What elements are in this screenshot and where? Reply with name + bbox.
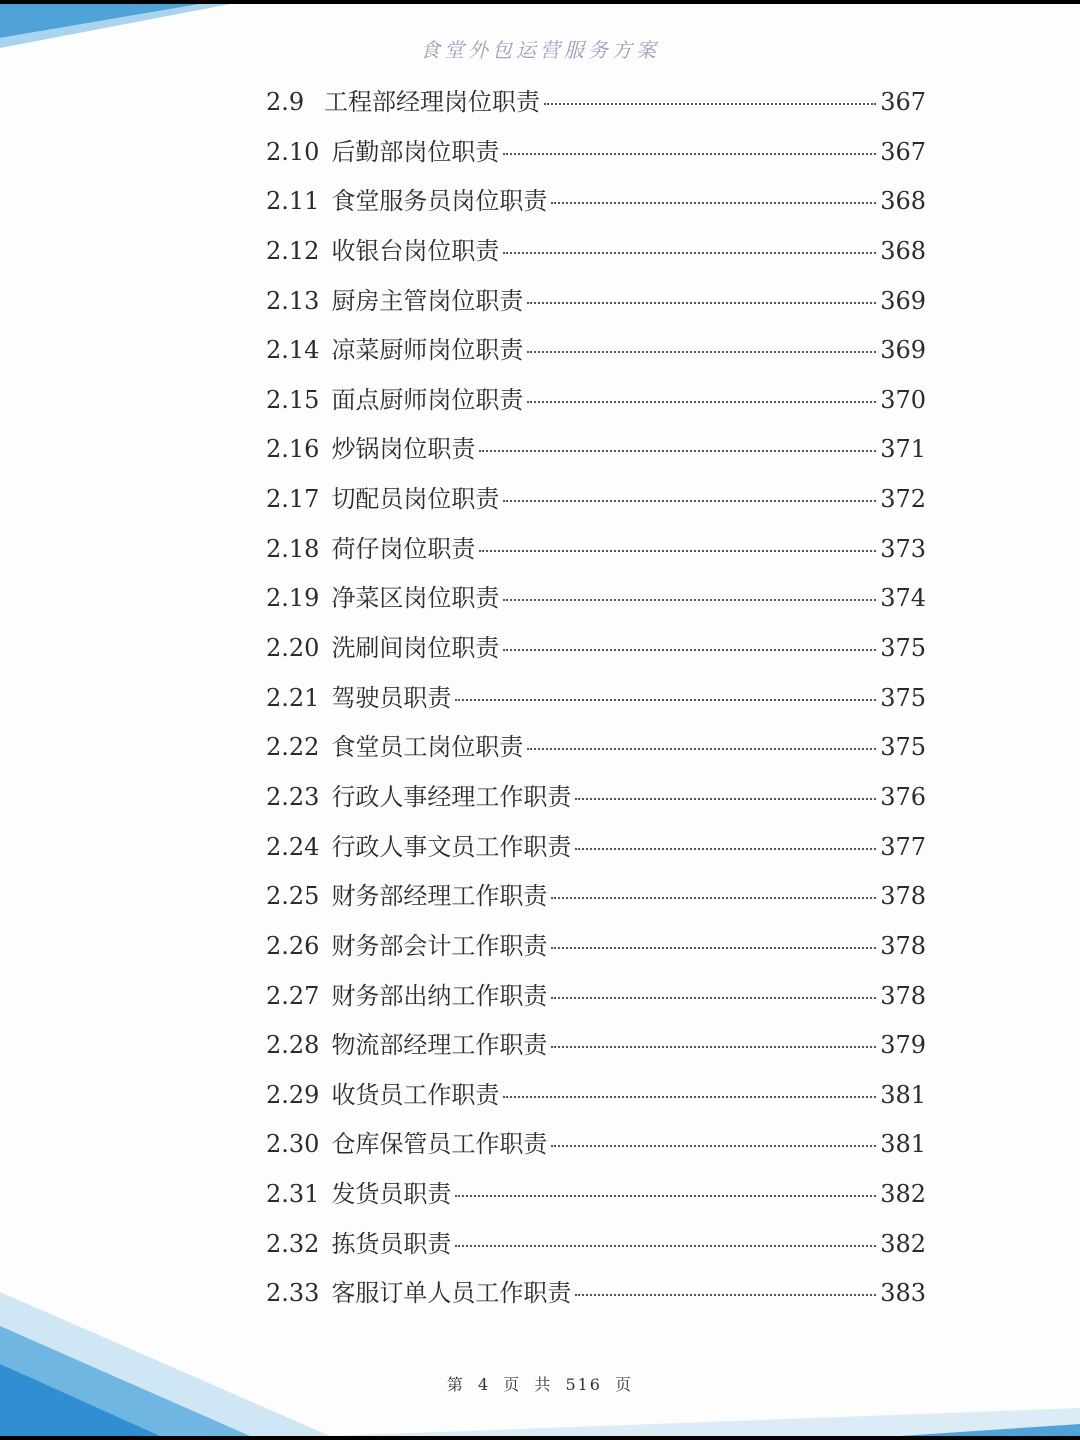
toc-entry-number: 2.26 <box>266 931 320 960</box>
toc-entry-title: 拣货员职责 <box>331 1229 452 1258</box>
toc-entry-title: 荷仔岗位职责 <box>331 534 476 563</box>
toc-entry-page-number: 383 <box>880 1279 926 1308</box>
page-footer: 第 4 页 共 516 页 <box>446 1375 634 1394</box>
toc-dot-leader <box>551 897 876 899</box>
toc-entry-page-number: 372 <box>880 485 926 514</box>
toc-entry[interactable] <box>266 1224 926 1274</box>
toc-entry[interactable] <box>266 529 926 579</box>
toc-entry[interactable] <box>266 231 926 281</box>
toc-entry-page-number: 367 <box>880 88 926 116</box>
toc-entry-title: 客服订单人员工作职责 <box>331 1279 572 1308</box>
toc-entry[interactable] <box>266 330 926 380</box>
toc-dot-leader <box>551 202 876 204</box>
toc-entry-page-number: 377 <box>880 832 926 861</box>
toc-entry-number: 2.10 <box>266 137 320 166</box>
toc-dot-leader <box>551 997 876 999</box>
toc-entry-title: 财务部会计工作职责 <box>331 931 548 960</box>
toc-entry-number: 2.13 <box>266 286 320 315</box>
toc-dot-leader <box>503 1096 876 1098</box>
toc-entry[interactable] <box>266 281 926 331</box>
toc-entry-title: 收银台岗位职责 <box>331 236 500 265</box>
toc-entry-page-number: 368 <box>880 187 926 216</box>
toc-entry-title: 厨房主管岗位职责 <box>331 286 524 315</box>
toc-entry-number: 2.27 <box>266 981 320 1010</box>
toc-entry-number: 2.29 <box>266 1080 320 1109</box>
toc-entry-page-number: 375 <box>880 634 926 663</box>
toc-entry-number: 2.28 <box>266 1031 320 1060</box>
toc-dot-leader <box>503 599 876 601</box>
running-header: 食堂外包运营服务方案 <box>420 38 660 62</box>
toc-entry[interactable] <box>266 976 926 1026</box>
toc-entry-number: 2.31 <box>266 1180 320 1209</box>
toc-entry-number: 2.19 <box>266 584 320 613</box>
toc-dot-leader <box>479 450 876 452</box>
toc-entry[interactable] <box>266 876 926 926</box>
toc-entry-number: 2.33 <box>266 1279 320 1308</box>
toc-entry-page-number: 381 <box>880 1080 926 1109</box>
toc-entry[interactable] <box>266 181 926 231</box>
toc-dot-leader <box>551 1046 876 1048</box>
toc-entry-title: 仓库保管员工作职责 <box>331 1130 548 1159</box>
toc-dot-leader <box>455 1245 876 1247</box>
toc-entry-title: 驾驶员职责 <box>331 683 452 712</box>
toc-entry-page-number: 370 <box>880 385 926 414</box>
toc-dot-leader <box>575 798 876 800</box>
toc-entry-page-number: 367 <box>880 137 926 166</box>
document-page <box>0 4 1080 1436</box>
toc-entry-title: 物流部经理工作职责 <box>331 1031 548 1060</box>
toc-dot-leader <box>455 1195 876 1197</box>
toc-entry[interactable] <box>266 429 926 479</box>
toc-entry-page-number: 375 <box>880 683 926 712</box>
toc-entry-title: 收货员工作职责 <box>331 1080 500 1109</box>
toc-dot-leader <box>479 550 876 552</box>
toc-entry-number: 2.23 <box>266 782 320 811</box>
toc-entry[interactable] <box>266 628 926 678</box>
toc-entry-title: 食堂员工岗位职责 <box>331 733 524 762</box>
toc-entry-title: 面点厨师岗位职责 <box>331 385 524 414</box>
toc-dot-leader <box>575 848 876 850</box>
toc-dot-leader <box>551 1145 876 1147</box>
toc-entry-title: 食堂服务员岗位职责 <box>331 187 548 216</box>
toc-entry[interactable] <box>266 1124 926 1174</box>
toc-entry[interactable] <box>266 777 926 827</box>
toc-entry[interactable] <box>266 678 926 728</box>
toc-entry[interactable] <box>266 578 926 628</box>
toc-dot-leader <box>551 947 876 949</box>
toc-entry-number: 2.32 <box>266 1229 320 1258</box>
toc-dot-leader <box>527 351 876 353</box>
toc-entry[interactable] <box>266 132 926 182</box>
toc-entry[interactable] <box>266 1075 926 1125</box>
toc-dot-leader <box>503 649 876 651</box>
toc-entry-number: 2.25 <box>266 882 320 911</box>
toc-entry-number: 2.18 <box>266 534 320 563</box>
toc-dot-leader <box>544 103 876 105</box>
toc-entry[interactable] <box>266 1273 926 1323</box>
toc-entry[interactable] <box>266 727 926 777</box>
toc-entry-title: 炒锅岗位职责 <box>331 435 476 464</box>
toc-entry-page-number: 379 <box>880 1031 926 1060</box>
toc-entry-page-number: 376 <box>880 782 926 811</box>
toc-entry-number: 2.11 <box>266 187 320 216</box>
toc-entry-title: 发货员职责 <box>331 1180 452 1209</box>
toc-entry-page-number: 368 <box>880 236 926 265</box>
toc-entry-title: 切配员岗位职责 <box>331 485 500 514</box>
toc-entry-number: 2.20 <box>266 634 320 663</box>
toc-entry-title: 后勤部岗位职责 <box>331 137 500 166</box>
toc-entry[interactable] <box>266 1025 926 1075</box>
toc-entry[interactable] <box>266 1174 926 1224</box>
toc-entry[interactable] <box>266 926 926 976</box>
toc-entry[interactable] <box>266 82 926 132</box>
toc-entry-page-number: 378 <box>880 931 926 960</box>
toc-entry-number: 2.15 <box>266 385 320 414</box>
toc-entry-number: 2.17 <box>266 485 320 514</box>
toc-dot-leader <box>527 302 876 304</box>
toc-entry-title: 洗刷间岗位职责 <box>331 634 500 663</box>
toc-entry-page-number: 375 <box>880 733 926 762</box>
toc-dot-leader <box>503 252 876 254</box>
toc-entry[interactable] <box>266 380 926 430</box>
toc-entry-number: 2.21 <box>266 683 320 712</box>
toc-entry-title: 工程部经理岗位职责 <box>324 88 540 116</box>
toc-entry-page-number: 374 <box>880 584 926 613</box>
toc-dot-leader <box>455 699 876 701</box>
toc-entry-number: 2.12 <box>266 236 320 265</box>
toc-entry-page-number: 378 <box>880 981 926 1010</box>
toc-dot-leader <box>527 748 876 750</box>
toc-entry-title: 行政人事经理工作职责 <box>331 782 572 811</box>
toc-entry-page-number: 382 <box>880 1229 926 1258</box>
toc-entry-title: 财务部经理工作职责 <box>331 882 548 911</box>
toc-entry-page-number: 381 <box>880 1130 926 1159</box>
toc-entry-page-number: 369 <box>880 286 926 315</box>
toc-entry-page-number: 371 <box>880 435 926 464</box>
toc-entry-title: 净菜区岗位职责 <box>331 584 500 613</box>
toc-entry-title: 凉菜厨师岗位职责 <box>331 336 524 365</box>
toc-entry-title: 行政人事文员工作职责 <box>331 832 572 861</box>
toc-entry-number: 2.16 <box>266 435 320 464</box>
toc-dot-leader <box>527 401 876 403</box>
toc-entry-number: 2.9 <box>266 88 305 116</box>
table-of-contents <box>266 82 926 1323</box>
toc-entry[interactable] <box>266 479 926 529</box>
toc-entry-page-number: 378 <box>880 882 926 911</box>
toc-entry-number: 2.14 <box>266 336 320 365</box>
toc-entry-page-number: 373 <box>880 534 926 563</box>
toc-entry[interactable] <box>266 827 926 877</box>
toc-entry-number: 2.22 <box>266 733 320 762</box>
toc-entry-page-number: 369 <box>880 336 926 365</box>
toc-dot-leader <box>575 1294 876 1296</box>
toc-dot-leader <box>503 500 876 502</box>
toc-entry-number: 2.24 <box>266 832 320 861</box>
toc-entry-page-number: 382 <box>880 1180 926 1209</box>
toc-dot-leader <box>503 153 876 155</box>
toc-entry-title: 财务部出纳工作职责 <box>331 981 548 1010</box>
toc-entry-number: 2.30 <box>266 1130 320 1159</box>
